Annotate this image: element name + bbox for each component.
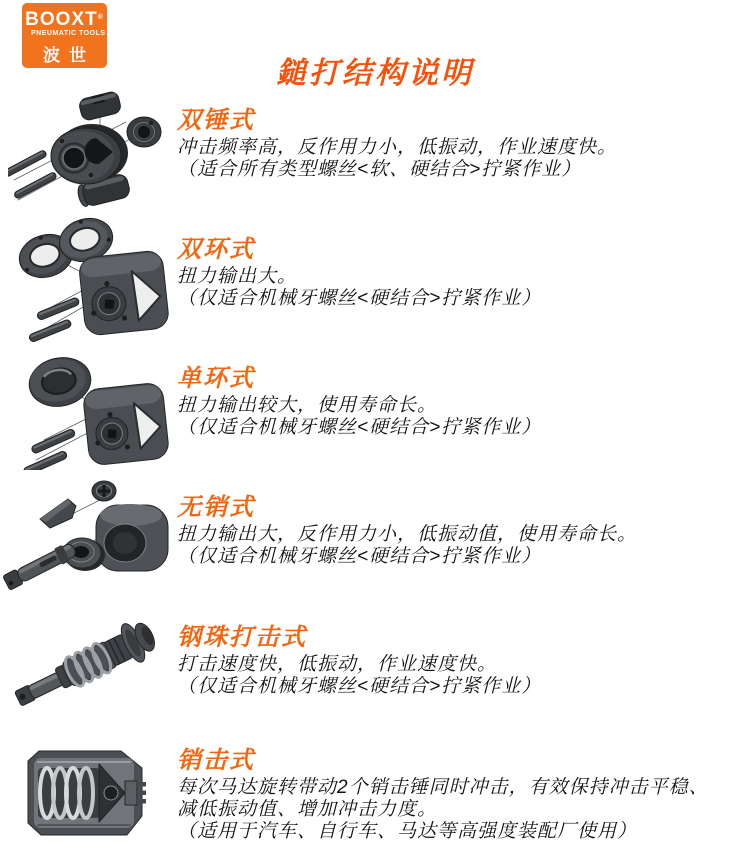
section-pin-strike [177,748,742,843]
brand-subtitle: PNEUMATIC TOOLS [22,30,107,37]
section-heading: 无销式 [177,494,255,521]
section-heading: 钢珠打击式 [177,624,307,651]
pin-strike-diagram [25,748,150,838]
section-heading: 双环式 [177,236,255,263]
description-line: （适用于汽车、自行车、马达等高强度装配厂使用） [177,821,638,842]
section-single-ring [177,366,742,439]
section-heading: 单环式 [177,365,255,392]
twin-hammer-diagram [8,86,170,208]
description-line: （适合所有类型螺丝<软、硬结合>拧紧作业） [177,159,582,180]
description-line: 冲击频率高，反作用力小，低振动，作业速度快。 [177,137,618,158]
single-ring-diagram [10,344,180,470]
description-line: 扭力输出大，反作用力小，低振动值，使用寿命长。 [177,524,638,545]
section-ball-impact [177,625,742,698]
pinless-diagram [2,467,177,591]
description-line: 打击速度快，低振动，作业速度快。 [177,654,498,675]
double-ring-diagram [2,212,180,342]
section-twin-hammer [177,108,742,181]
description-line: （仅适合机械牙螺丝<硬结合>拧紧作业） [177,676,542,697]
brand-name-chinese: 波世特 [43,46,95,90]
section-double-ring [177,237,742,310]
description-line: （仅适合机械牙螺丝<硬结合>拧紧作业） [177,288,542,309]
section-heading: 双锤式 [177,107,255,134]
description-line: 每次马达旋转带动2个销击锤同时冲击，有效保持冲击平稳、 [177,777,709,798]
section-pinless [177,495,742,568]
description-line: 扭力输出较大，使用寿命长。 [177,395,438,416]
ball-impact-diagram [6,597,169,717]
brand-name: BOOXT® [25,9,104,30]
page-title: 鎚打结构说明 [276,57,474,91]
description-line: （仅适合机械牙螺丝<硬结合>拧紧作业） [177,546,542,567]
description-line: （仅适合机械牙螺丝<硬结合>拧紧作业） [177,417,542,438]
section-heading: 销击式 [177,747,255,774]
description-line: 减低振动值、增加冲击力度。 [177,799,438,820]
registered-trademark: ® [97,14,104,21]
description-line: 扭力输出大。 [177,266,298,287]
